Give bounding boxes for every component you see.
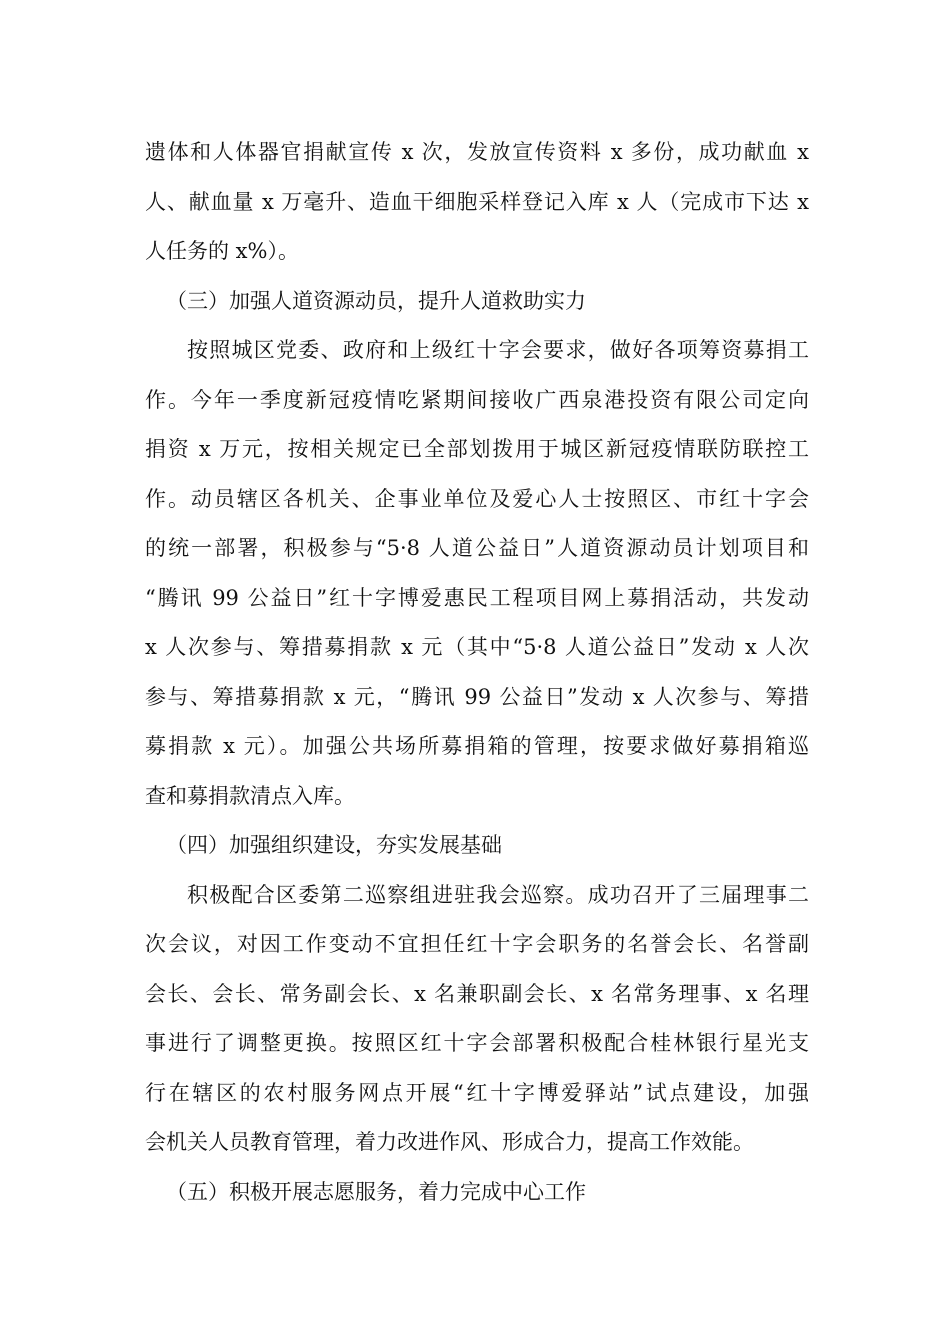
- paragraph-line: 会长、会长、常务副会长、x 名兼职副会长、x 名常务理事、x 名理: [145, 981, 809, 1006]
- paragraph-line: 作。今年一季度新冠疫情吃紧期间接收广西泉港投资有限公司定向: [145, 387, 809, 412]
- paragraph-line: “腾讯 99 公益日”红十字博爱惠民工程项目网上募捐活动，共发动: [145, 585, 809, 610]
- section-heading-5: （五）积极开展志愿服务，着力完成中心工作: [166, 1179, 586, 1204]
- paragraph-line: 的统一部署，积极参与“5·8 人道公益日”人道资源动员计划项目和: [145, 536, 809, 560]
- paragraph-line: 次会议，对因工作变动不宜担任红十字会职务的名誉会长、名誉副: [145, 932, 809, 956]
- section-heading-3: （三）加强人道资源动员，提升人道救助实力: [166, 288, 586, 313]
- paragraph-line: 会机关人员教育管理，着力改进作风、形成合力，提高工作效能。: [145, 1130, 754, 1154]
- paragraph-line: 参与、筹措募捐款 x 元，“腾讯 99 公益日”发动 x 人次参与、筹措: [145, 684, 809, 709]
- paragraph-line: 积极配合区委第二巡察组进驻我会巡察。成功召开了三届理事二: [187, 882, 809, 907]
- paragraph-line: 人任务的 x%）。: [145, 239, 299, 263]
- paragraph-line: 作。动员辖区各机关、企事业单位及爱心人士按照区、市红十字会: [145, 486, 809, 511]
- paragraph-line: 捐资 x 万元，按相关规定已全部划拨用于城区新冠疫情联防联控工: [145, 437, 809, 461]
- paragraph-line: 行在辖区的农村服务网点开展“红十字博爱驿站”试点建设，加强: [145, 1080, 809, 1105]
- document-body: [145, 128, 809, 1217]
- paragraph-line: 人、献血量 x 万毫升、造血干细胞采样登记入库 x 人（完成市下达 x: [145, 189, 809, 214]
- section-heading-4: （四）加强组织建设，夯实发展基础: [166, 833, 502, 857]
- paragraph-line: 遗体和人体器官捐献宣传 x 次，发放宣传资料 x 多份，成功献血 x: [145, 140, 809, 164]
- paragraph-line: 募捐款 x 元）。加强公共场所募捐箱的管理，按要求做好募捐箱巡: [145, 734, 809, 758]
- paragraph-line: 查和募捐款清点入库。: [145, 783, 355, 808]
- paragraph-line: 按照城区党委、政府和上级红十字会要求，做好各项筹资募捐工: [187, 338, 809, 362]
- paragraph-line: x 人次参与、筹措募捐款 x 元（其中“5·8 人道公益日”发动 x 人次: [145, 635, 809, 659]
- paragraph-line: 事进行了调整更换。按照区红十字会部署积极配合桂林银行星光支: [145, 1031, 809, 1055]
